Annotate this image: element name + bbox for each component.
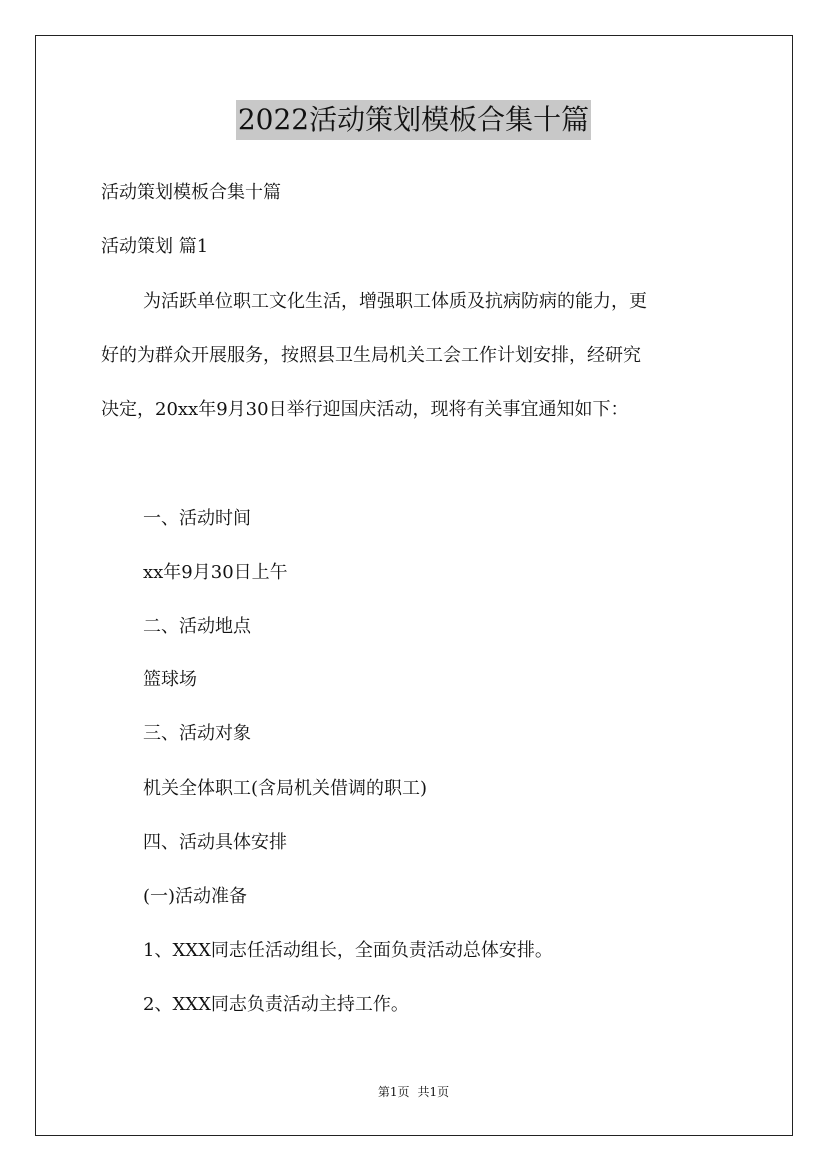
list-item: 二、活动地点: [143, 616, 251, 637]
intro-line: 好的为群众开展服务，按照县卫生局机关工会工作计划安排，经研究: [101, 345, 641, 366]
list-item: 三、活动对象: [143, 723, 251, 744]
list-item: 2、XXX同志负责活动主持工作。: [143, 994, 409, 1015]
list-item: xx年9月30日上午: [143, 562, 288, 583]
list-item: 四、活动具体安排: [143, 832, 287, 853]
list-item: 一、活动时间: [143, 508, 251, 529]
document-subtitle: 活动策划模板合集十篇: [101, 182, 281, 203]
title-container: [0, 100, 827, 140]
page-total: 共1页: [417, 1085, 450, 1099]
document-title: 2022活动策划模板合集十篇: [236, 100, 591, 140]
intro-line: 决定，20xx年9月30日举行迎国庆活动，现将有关事宜通知如下：: [101, 399, 629, 420]
page-number: 第1页: [377, 1085, 410, 1099]
list-item: 1、XXX同志任活动组长，全面负责活动总体安排。: [143, 940, 553, 961]
section-heading: 活动策划 篇1: [101, 236, 209, 257]
page-footer: [0, 1083, 827, 1101]
list-item: 篮球场: [143, 669, 197, 690]
intro-line: 为活跃单位职工文化生活，增强职工体质及抗病防病的能力，更: [143, 291, 647, 312]
list-item: 机关全体职工(含局机关借调的职工): [143, 778, 428, 799]
list-item: (一)活动准备: [143, 886, 248, 907]
